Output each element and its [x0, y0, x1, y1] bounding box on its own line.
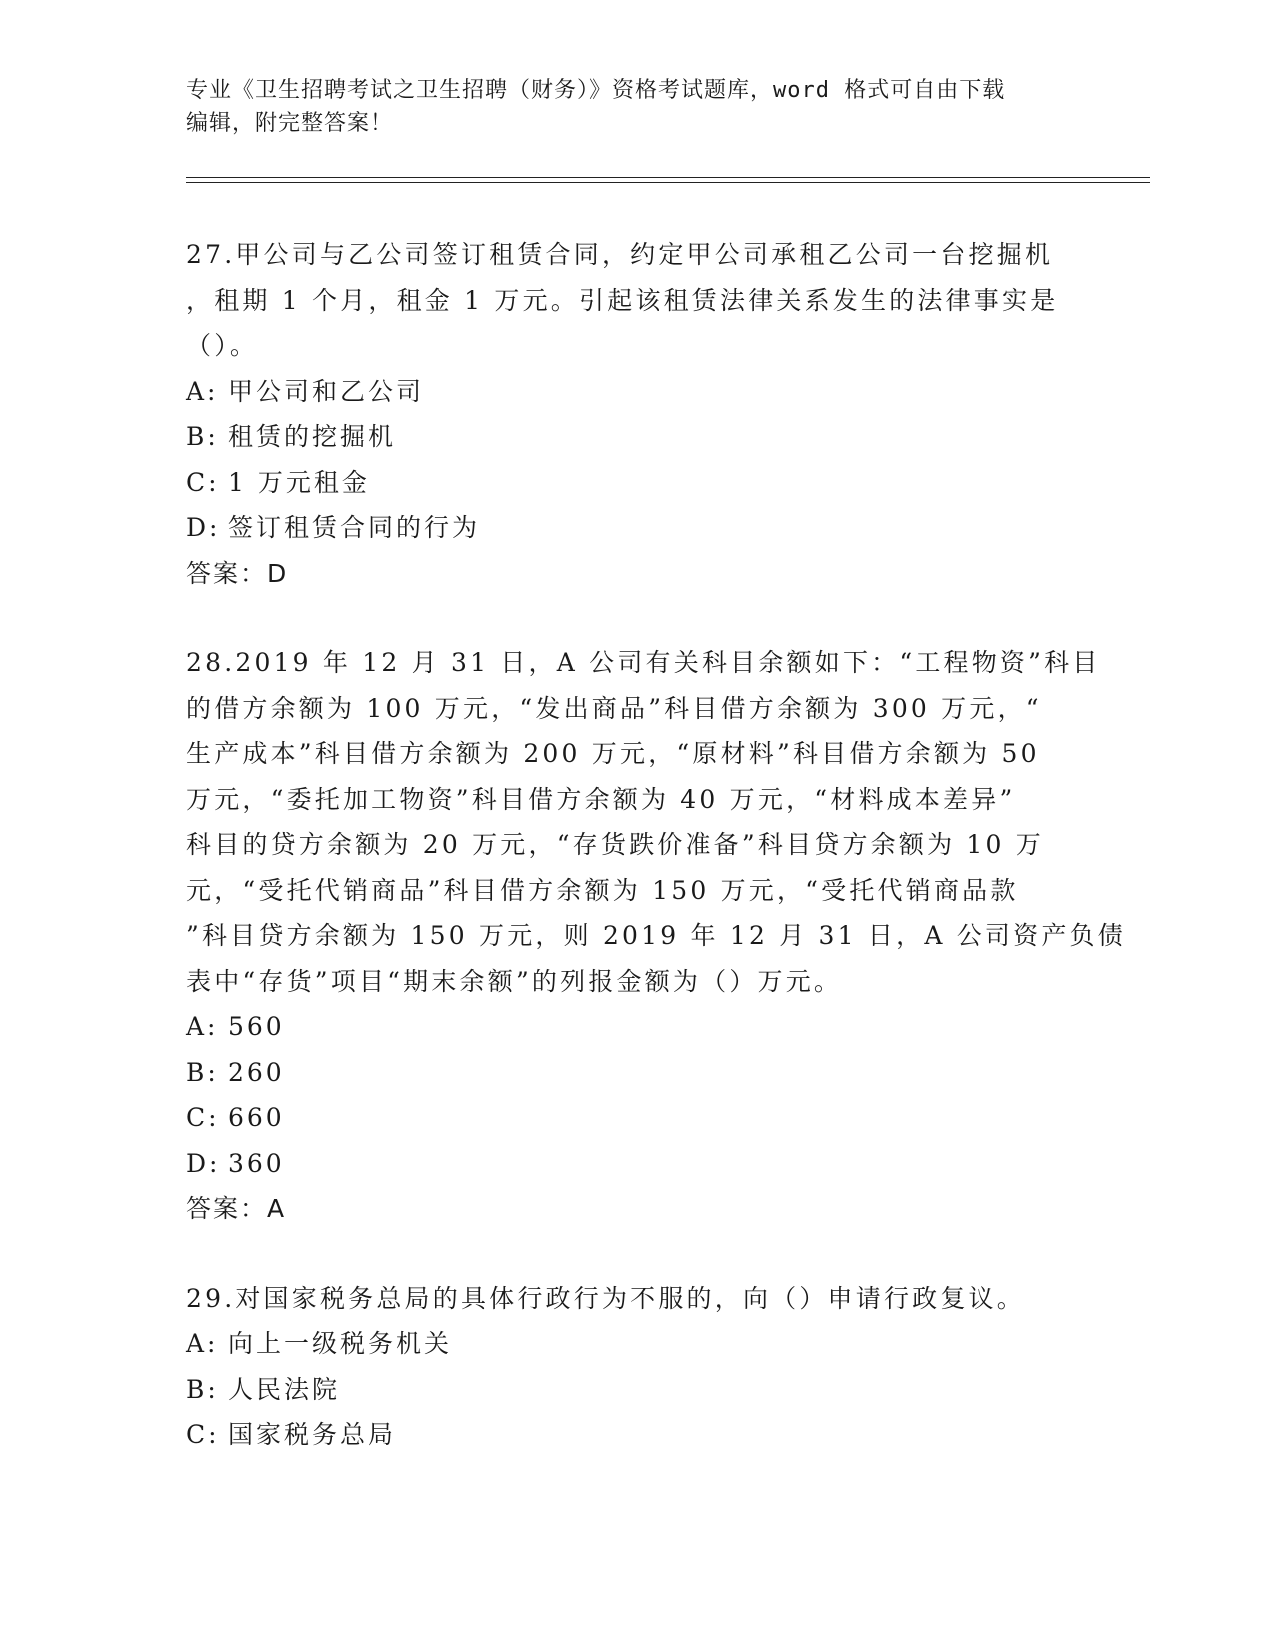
- question-27: [186, 232, 1086, 596]
- option-d: [186, 505, 1086, 551]
- question-line: ”科目贷方余额为 150 万元，则 2019 年 12 月 31 日，A 公司资产负债: [186, 921, 1126, 950]
- option-label: C:: [186, 1420, 220, 1449]
- question-line: （）。: [186, 331, 259, 360]
- option-text: 260: [228, 1057, 285, 1087]
- header-divider-bottom: [186, 182, 1150, 183]
- option-b: [186, 1050, 1086, 1096]
- option-a: [186, 1321, 1086, 1367]
- header-line-2: 编辑，附完整答案！: [186, 111, 394, 136]
- option-text: 1 万元租金: [228, 467, 370, 497]
- question-line: 29.对国家税务总局的具体行政行为不服的，向（）申请行政复议。: [186, 1283, 1025, 1313]
- question-spacer: [186, 596, 1086, 640]
- option-text: 人民法院: [228, 1374, 341, 1404]
- question-29: [186, 1276, 1086, 1458]
- document-header: [186, 74, 1086, 140]
- option-d: [186, 1141, 1086, 1187]
- option-label: D:: [186, 513, 221, 542]
- answer: 答案：D: [186, 558, 289, 588]
- option-label: B:: [186, 1374, 219, 1404]
- header-line-1: 专业《卫生招聘考试之卫生招聘（财务）》资格考试题库，word 格式可自由下载: [186, 78, 1006, 103]
- question-text: [186, 640, 1126, 1004]
- option-c: [186, 460, 1086, 506]
- option-b: [186, 1367, 1086, 1413]
- option-text: 甲公司和乙公司: [228, 376, 425, 406]
- question-list: [186, 232, 1126, 1458]
- option-b: [186, 414, 1086, 460]
- question-line: 元，“受托代销商品”科目借方余额为 150 万元，“受托代销商品款: [186, 875, 1019, 905]
- option-label: D:: [186, 1148, 221, 1178]
- option-text: 360: [228, 1148, 285, 1178]
- question-line: 科目的贷方余额为 20 万元，“存货跌价准备”科目贷方余额为 10 万: [186, 830, 1044, 859]
- option-label: A:: [186, 1329, 219, 1358]
- option-label: B:: [186, 1057, 219, 1087]
- question-line: ，租期 1 个月，租金 1 万元。引起该租赁法律关系发生的法律事实是: [186, 285, 1059, 315]
- question-line: 表中“存货”项目“期末余额”的列报金额为（）万元。: [186, 966, 843, 996]
- option-label: A:: [186, 376, 219, 406]
- question-line: 万元，“委托加工物资”科目借方余额为 40 万元，“材料成本差异”: [186, 784, 1016, 814]
- answer: 答案：A: [186, 1194, 287, 1223]
- option-label: C:: [186, 1103, 220, 1132]
- question-line: 生产成本”科目借方余额为 200 万元，“原材料”科目借方余额为 50: [186, 739, 1040, 768]
- option-text: 签订租赁合同的行为: [228, 513, 481, 542]
- option-c: [186, 1412, 1086, 1458]
- option-c: [186, 1095, 1086, 1141]
- question-spacer: [186, 1232, 1086, 1276]
- option-text: 560: [228, 1012, 285, 1041]
- question-text: [186, 232, 1086, 369]
- option-text: 660: [228, 1103, 285, 1132]
- question-text: [186, 1276, 1086, 1322]
- option-text: 国家税务总局: [228, 1420, 397, 1449]
- option-a: [186, 1004, 1086, 1050]
- question-line: 的借方余额为 100 万元，“发出商品”科目借方余额为 300 万元，“: [186, 693, 1042, 723]
- option-text: 租赁的挖掘机: [228, 422, 397, 451]
- option-label: C:: [186, 467, 220, 497]
- option-text: 向上一级税务机关: [228, 1329, 453, 1358]
- option-label: B:: [186, 422, 219, 451]
- question-28: [186, 640, 1126, 1232]
- option-a: [186, 369, 1086, 415]
- option-label: A:: [186, 1012, 219, 1041]
- header-divider-top: [186, 177, 1150, 178]
- question-line: 27.甲公司与乙公司签订租赁合同，约定甲公司承租乙公司一台挖掘机: [186, 240, 1054, 269]
- question-line: 28.2019 年 12 月 31 日，A 公司有关科目余额如下：“工程物资”科目: [186, 648, 1101, 677]
